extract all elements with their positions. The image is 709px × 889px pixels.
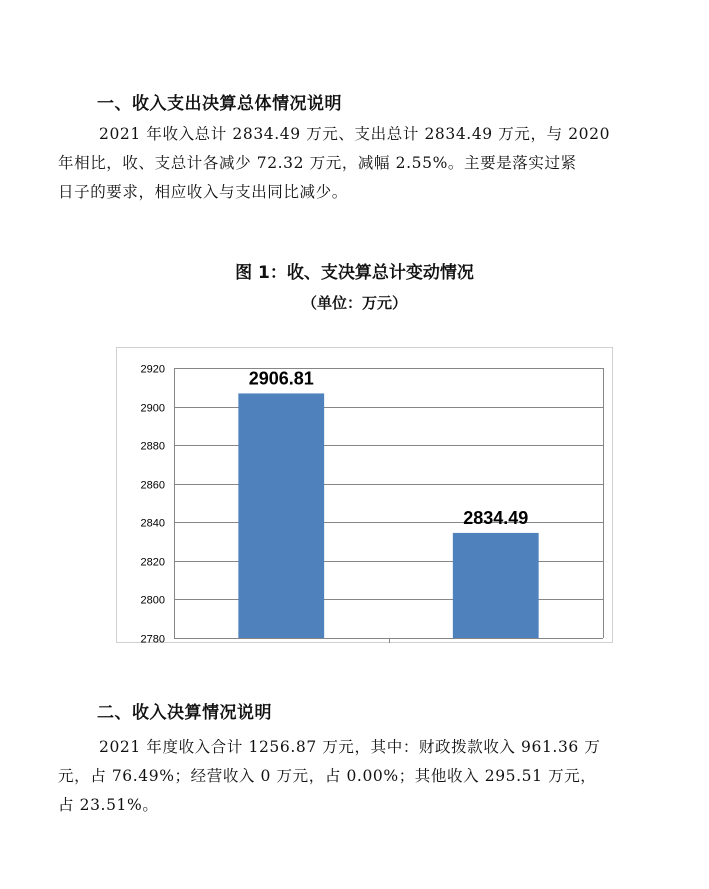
y-tick-label: 2860	[140, 479, 165, 492]
section2-line: 元，占 76.49%；经营收入 0 万元，占 0.00%；其他收入 295.51 万元，	[58, 767, 597, 785]
section2-heading: 二、收入决算情况说明	[97, 703, 272, 723]
section2-paragraph	[58, 733, 648, 820]
section1-line: 2021 年收入总计 2834.49 万元、支出总计 2834.49 万元，与 2020	[99, 125, 611, 143]
section1-heading: 一、收入支出决算总体情况说明	[97, 94, 342, 114]
y-tick-label: 2880	[140, 440, 165, 453]
y-tick-label: 2840	[140, 517, 165, 530]
chart-title: 图 1：收、支决算总计变动情况	[235, 263, 474, 283]
section1-line: 年相比，收、支总计各减少 72.32 万元，减幅 2.55%。主要是落实过紧	[58, 154, 577, 172]
chart-unit: （单位：万元）	[301, 294, 407, 312]
section1-line: 日子的要求，相应收入与支出同比减少。	[58, 183, 348, 201]
y-tick-label: 2820	[140, 556, 165, 569]
y-tick-label: 2920	[140, 363, 165, 376]
section2-line: 2021 年度收入合计 1256.87 万元，其中：财政拨款收入 961.36 万	[99, 738, 601, 756]
bar-data-label: 2906.81	[248, 368, 314, 389]
bar-data-label: 2834.49	[463, 507, 529, 528]
bar	[238, 393, 324, 638]
section2-line: 占 23.51%。	[58, 796, 159, 814]
y-tick-label: 2900	[140, 402, 165, 415]
bar	[453, 533, 539, 638]
y-tick-label: 2800	[140, 594, 165, 607]
y-tick-label: 2780	[140, 633, 165, 646]
